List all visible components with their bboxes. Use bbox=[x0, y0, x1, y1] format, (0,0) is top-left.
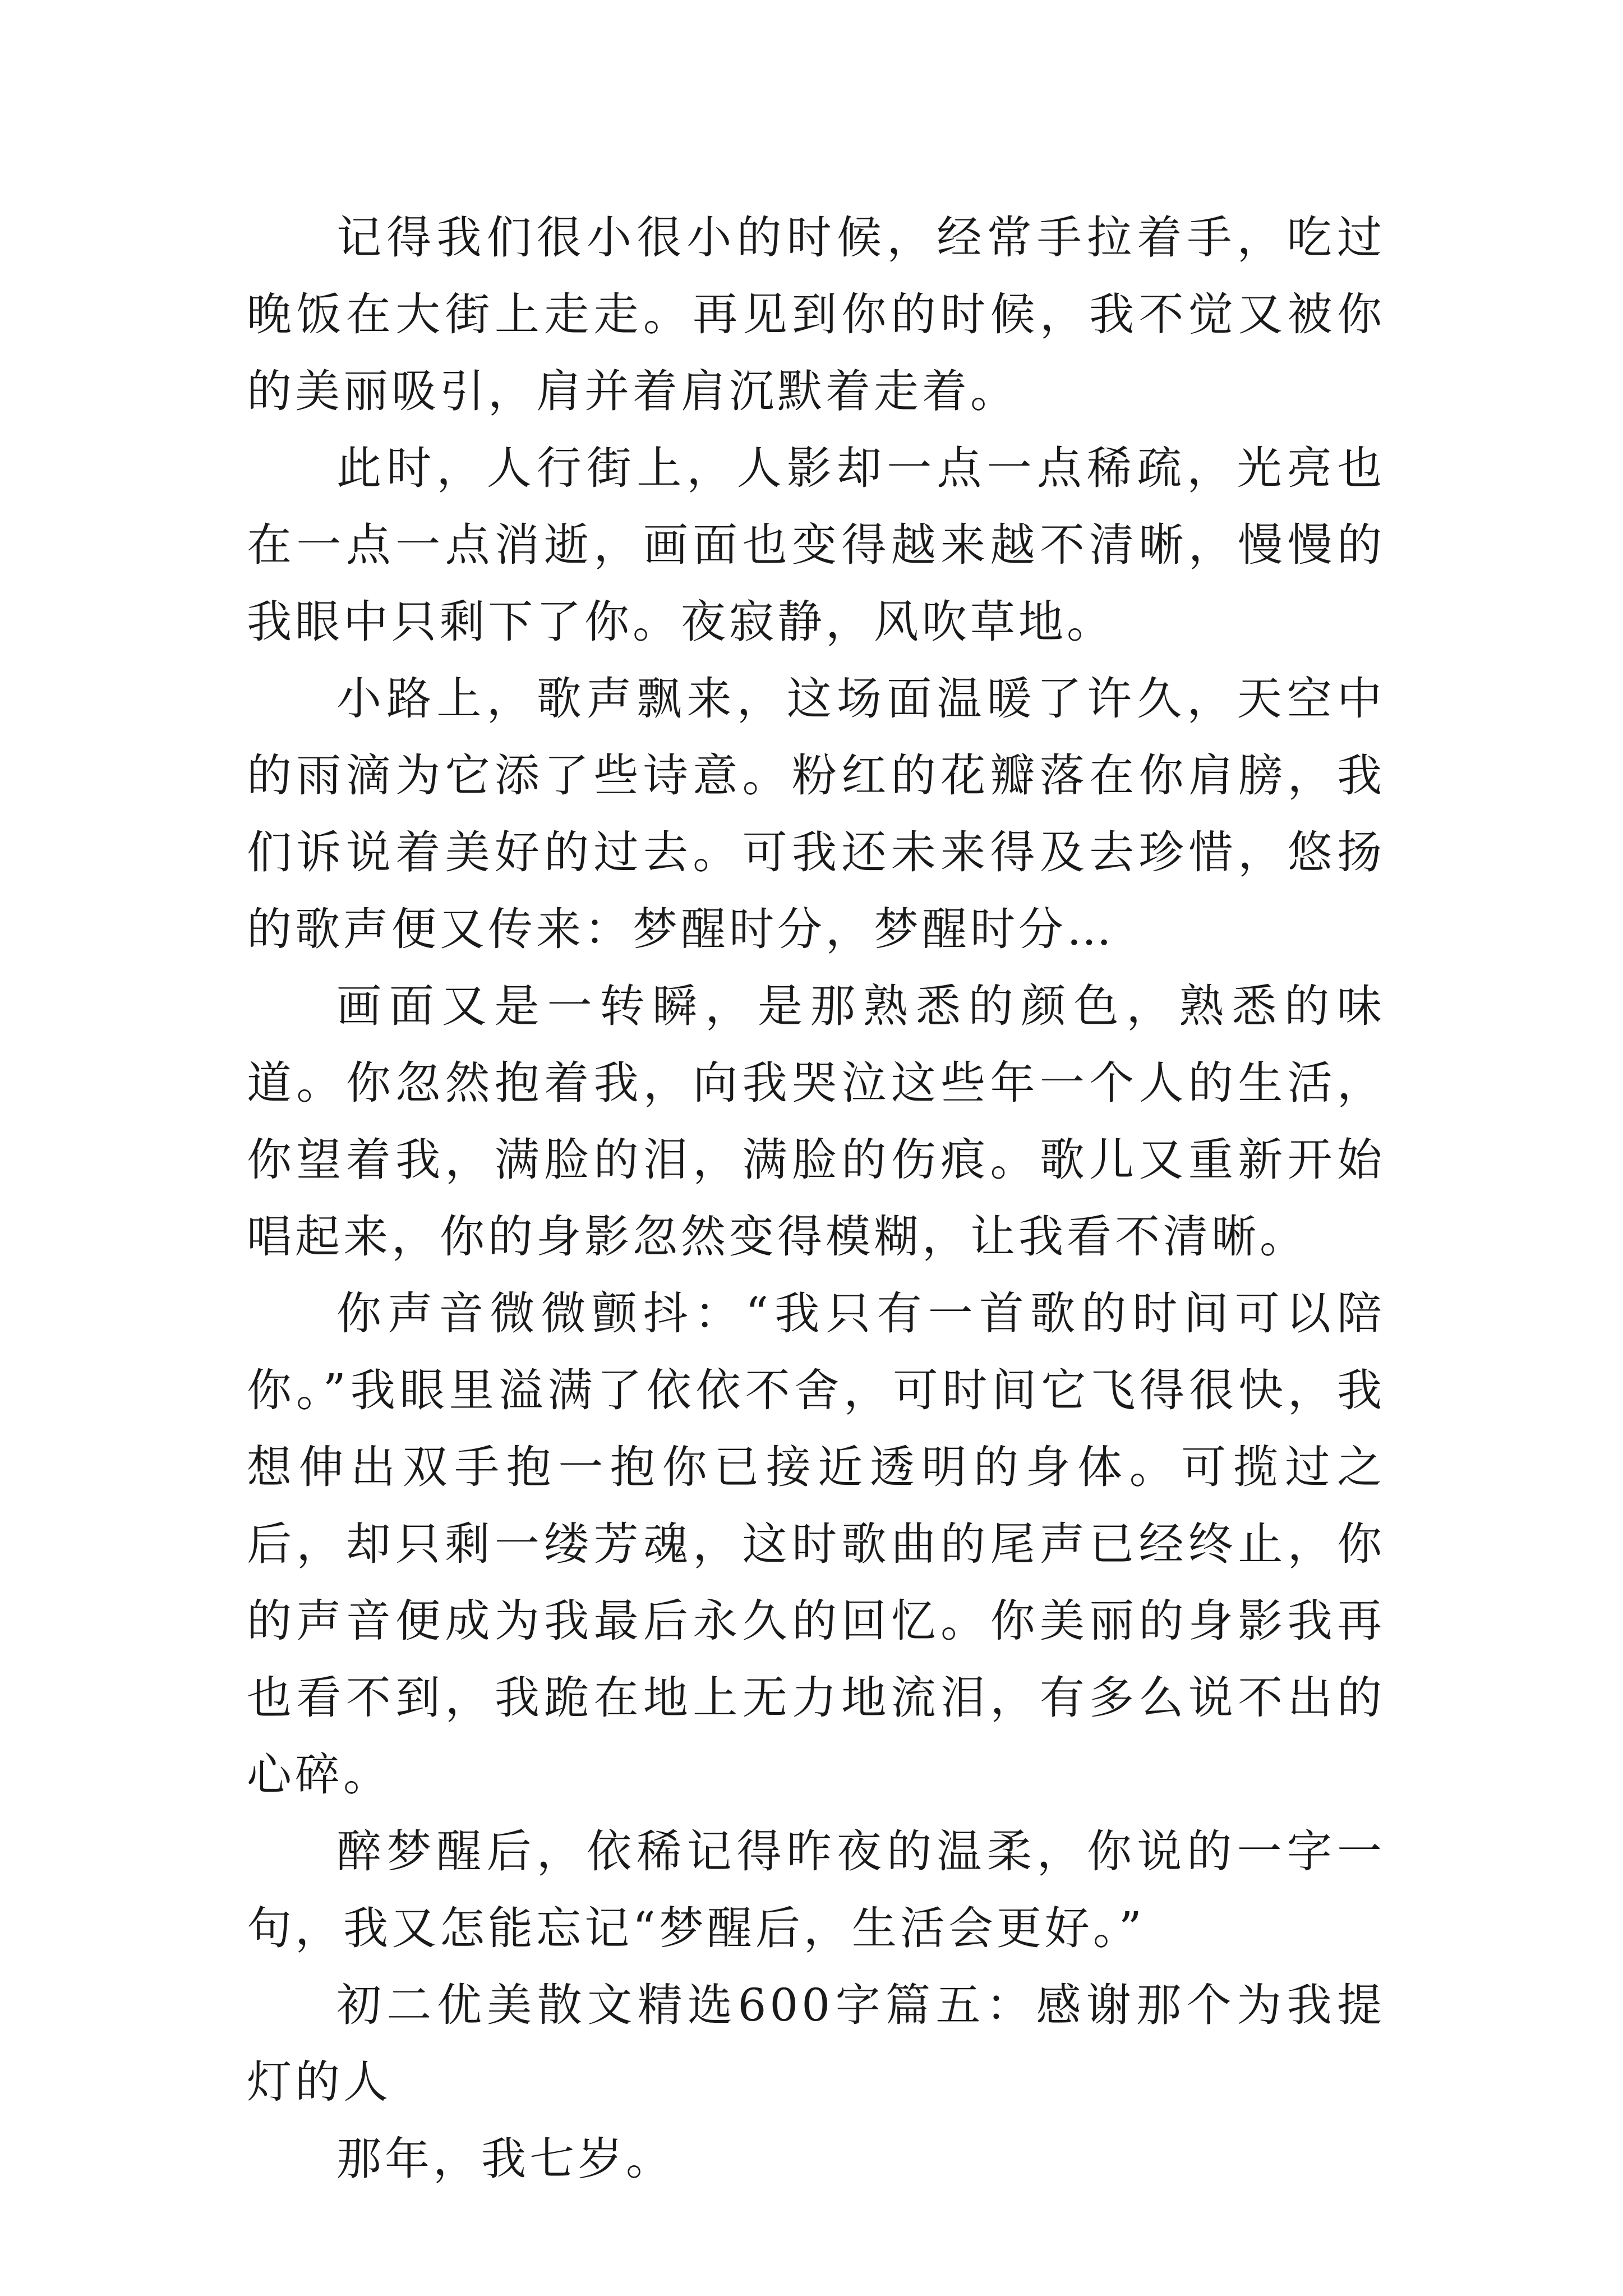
paragraph-6: 醉梦醒后，依稀记得昨夜的温柔，你说的一字一句，我又怎能忘记“梦醒后，生活会更好。” bbox=[247, 1825, 1385, 1954]
paragraph-1: 记得我们很小很小的时候，经常手拉着手，吃过晚饭在大街上走走。再见到你的时候，我不觉又被你的美丽吸引，肩并着肩沉默着走着。 bbox=[247, 211, 1385, 417]
document-body bbox=[247, 199, 1385, 2197]
paragraph-3: 小路上，歌声飘来，这场面温暖了许久，天空中的雨滴为它添了些诗意。粉红的花瓣落在你肩膀，我们诉说着美好的过去。可我还未来得及去珍惜，悠扬的歌声便又传来：梦醒时分，梦醒时分… bbox=[247, 673, 1385, 955]
paragraph-7: 那年，我七岁。 bbox=[336, 2133, 674, 2185]
paragraph-2: 此时，人行街上，人影却一点一点稀疏，光亮也在一点一点消逝，画面也变得越来越不清晰，慢慢的我眼中只剩下了你。夜寂静，风吹草地。 bbox=[247, 442, 1385, 648]
paragraph-4: 画面又是一转瞬，是那熟悉的颜色，熟悉的味道。你忽然抱着我，向我哭泣这些年一个人的生活，你望着我，满脸的泪，满脸的伤痕。歌儿又重新开始唱起来，你的身影忽然变得模糊，让我看不清晰。 bbox=[247, 980, 1385, 1263]
section-heading: 初二优美散文精选600字篇五：感谢那个为我提灯的人 bbox=[247, 1979, 1385, 2108]
paragraph-5: 你声音微微颤抖：“我只有一首歌的时间可以陪你。”我眼里溢满了依依不舍，可时间它飞得很快，我想伸出双手抱一抱你已接近透明的身体。可揽过之后，却只剩一缕芳魂，这时歌曲的尾声已经终止，你的声音便成为我最后永久的回忆。你美丽的身影我再也看不到，我跪在地上无力地流泪，有多么说不出的心碎。 bbox=[247, 1287, 1385, 1801]
